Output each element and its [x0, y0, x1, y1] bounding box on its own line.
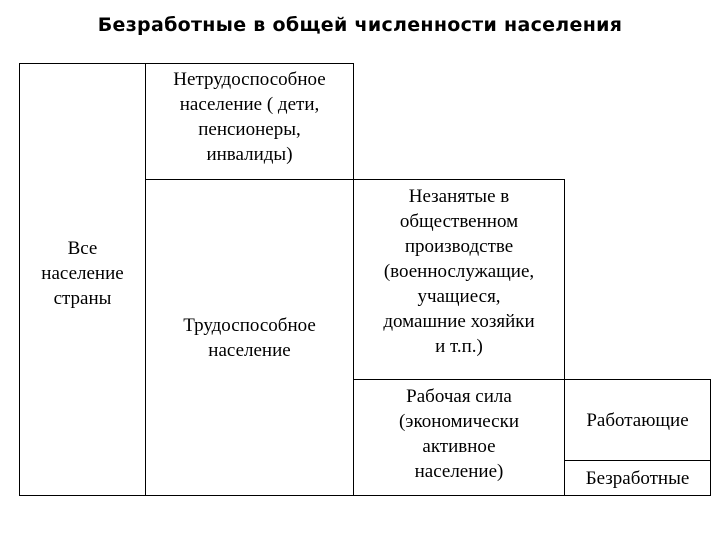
node-labor-force	[353, 379, 565, 496]
node-labor-force-label: Рабочая сила (экономически активное население)	[398, 386, 520, 482]
node-total-population-label: Все население страны	[41, 238, 124, 309]
node-able-population-label: Трудоспособное население	[183, 314, 316, 361]
node-not-employed-label: Незанятые в общественном производстве (военнослужащие, учащиеся, домашние хозяйки и т.п.)	[383, 186, 535, 357]
node-able-population	[145, 179, 354, 496]
node-not-employed	[353, 179, 565, 380]
node-working	[564, 379, 711, 461]
node-unemployed	[564, 460, 711, 496]
node-unemployed-label: Безработные	[585, 467, 690, 489]
node-working-label: Работающие	[586, 409, 689, 431]
diagram-title: Безработные в общей численности населения	[97, 14, 623, 36]
node-unable-population	[145, 63, 354, 180]
node-total-population	[19, 63, 146, 496]
node-unable-population-label: Нетрудоспособное население ( дети, пенсионеры, инвалиды)	[173, 69, 326, 165]
